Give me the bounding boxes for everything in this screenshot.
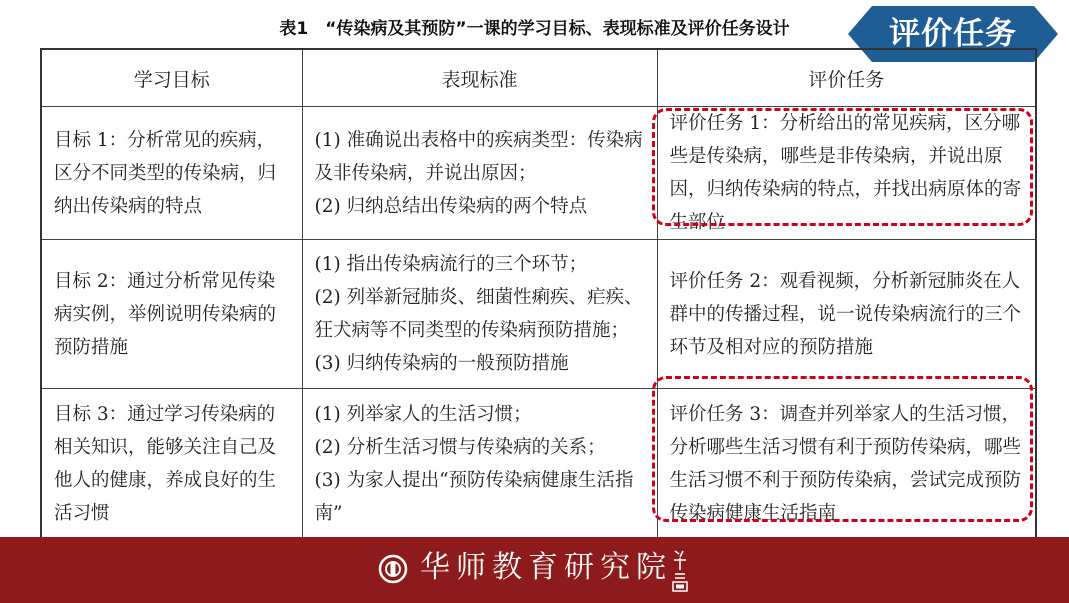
seal-stamp-icon [669,548,691,592]
goal-cell: 目标 2：通过分析常见传染病实例，举例说明传染病的预防措施 [41,240,302,389]
standard-item: (3) 为家人提出“预防传染病健康生活指南” [314,470,634,524]
goal-cell: 目标 3：通过学习传染病的相关知识，能够关注自己及他人的健康，养成良好的生活习惯 [41,389,302,541]
task-3-highlight-box [652,376,1033,522]
standards-cell [302,240,657,389]
table-row [41,240,1036,389]
standard-item: (1) 准确说出表格中的疾病类型：传染病及非传染病，并说出原因； [314,129,643,184]
badge-label: 评价任务 [889,16,1017,52]
goal-cell: 目标 1：分析常见的疾病，区分不同类型的传染病，归纳出传染病的特点 [41,107,302,240]
header-evaluation-task: 评价任务 [657,49,1036,107]
standards-cell [302,389,657,541]
standard-item: (2) 归纳总结出传染病的两个特点 [314,195,588,217]
standard-item: (2) 分析生活习惯与传染病的关系； [314,437,606,458]
task-1-highlight-box [652,108,1033,226]
task-cell: 评价任务 2：观看视频，分析新冠肺炎在人群中的传播过程，说一说传染病流行的三个环节及相对应的预防措施 [657,240,1036,389]
task-cell: 评价任务 1：分析给出的常见疾病，区分哪些是传染病，哪些是非传染病，并说出原因，归纳传染病的特点，并找出病原体的寄生部位 [657,107,1036,240]
standard-item: (2) 列举新冠肺炎、细菌性痢疾、疟疾、狂犬病等不同类型的传染病预防措施； [314,287,643,341]
table-caption: 表1 “传染病及其预防”一课的学习目标、表现标准及评价任务设计 [279,19,790,39]
standard-item: (1) 指出传染病流行的三个环节； [314,254,588,275]
header-performance-standard: 表现标准 [302,49,657,107]
standard-item: (1) 列举家人的生活习惯； [314,404,532,425]
standards-cell [302,107,657,240]
institute-name: 华师教育研究院 [420,550,672,585]
task-cell: 评价任务 3：调查并列举家人的生活习惯，分析哪些生活习惯有利于预防传染病，哪些生活习惯不利于预防传染病，尝试完成预防传染病健康生活指南 [657,389,1036,541]
table-header-row [41,49,1036,107]
institute-logo-icon [378,554,408,584]
standard-item: (3) 归纳传染病的一般预防措施 [314,353,569,374]
header-learning-goal: 学习目标 [41,49,302,107]
